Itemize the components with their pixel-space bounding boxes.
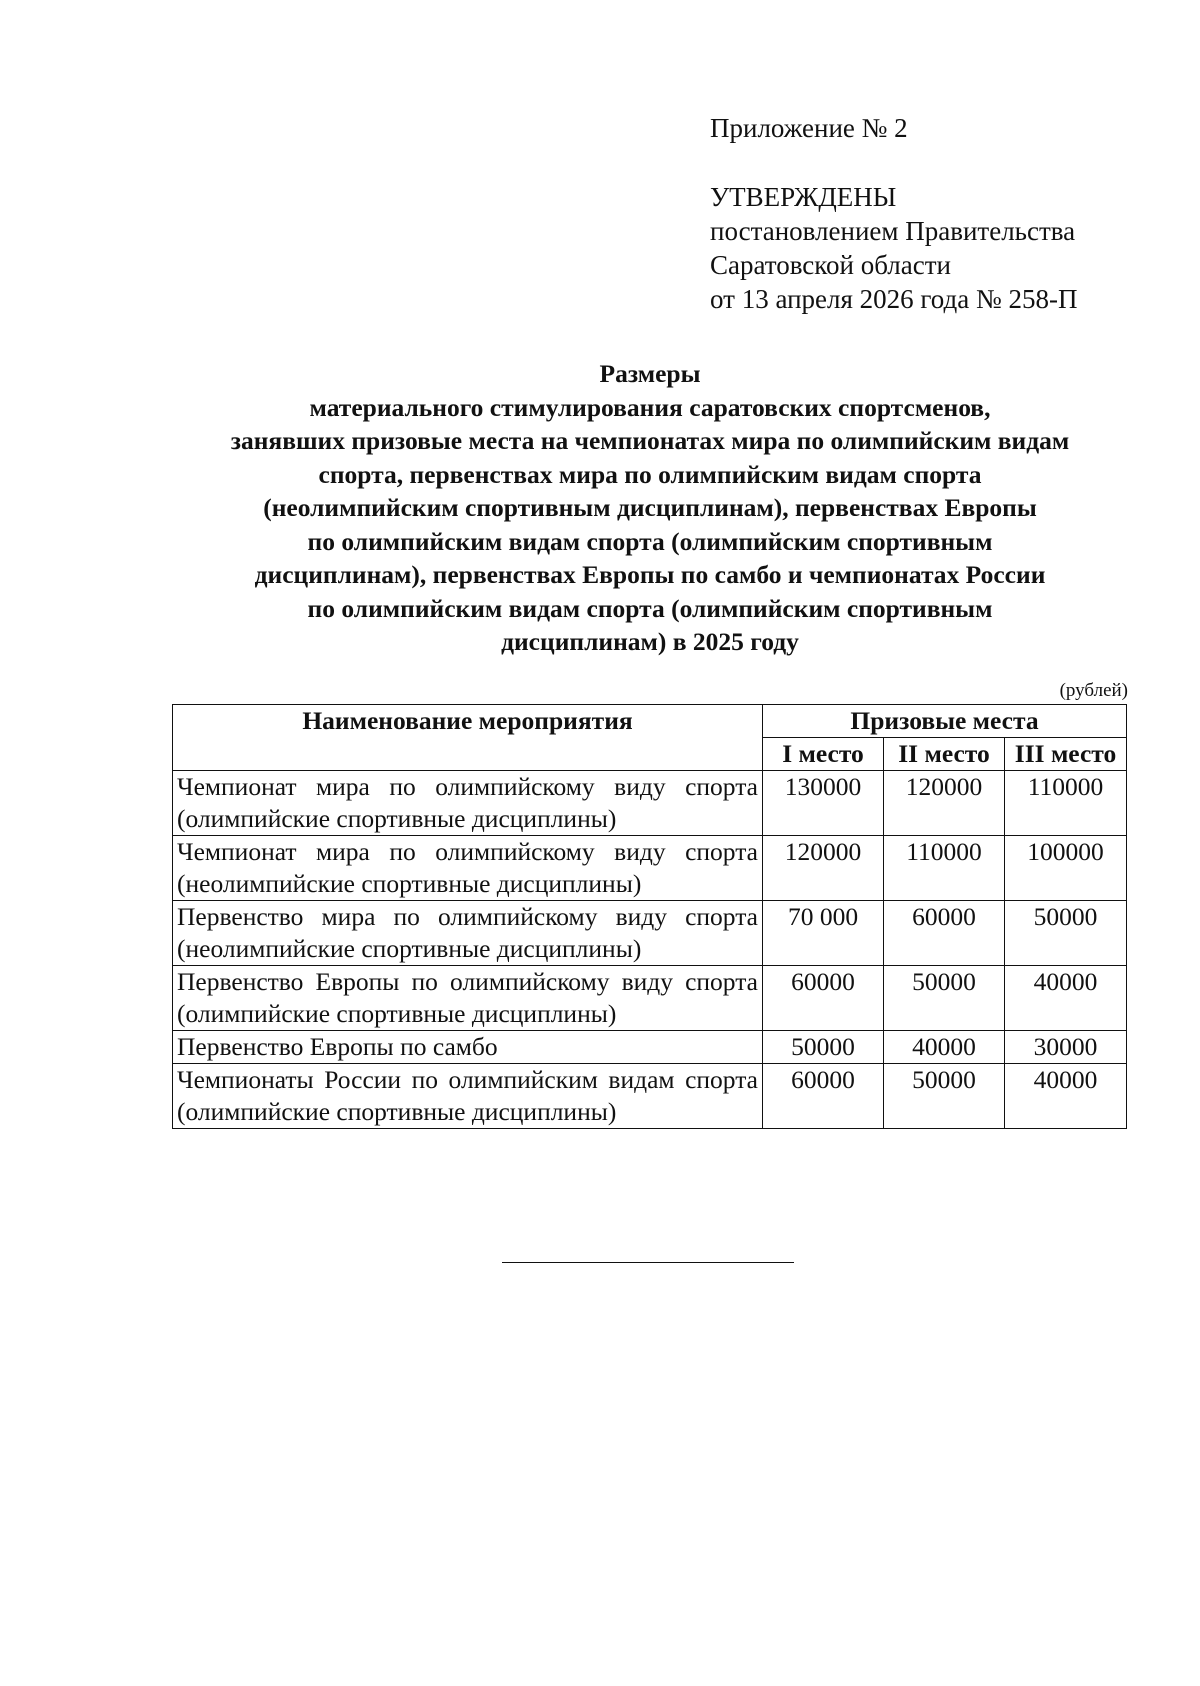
table-row — [173, 966, 1127, 1031]
title-line: Размеры — [599, 359, 701, 388]
table-row — [173, 1031, 1127, 1064]
prize-value: 70 000 — [763, 901, 884, 966]
prize-value: 50000 — [763, 1031, 884, 1064]
prize-value: 60000 — [763, 1064, 884, 1129]
event-name: Первенство мира по олимпийскому виду спорта (неолимпийские спортивные дисциплины) — [173, 901, 763, 966]
prize-value: 110000 — [884, 836, 1005, 901]
table-header-row — [173, 705, 1127, 738]
title-line: занявших призовые места на чемпионатах мира по олимпийским видам — [230, 426, 1070, 455]
column-header-event: Наименование мероприятия — [173, 705, 763, 771]
prize-value: 50000 — [1005, 901, 1127, 966]
prize-value: 120000 — [763, 836, 884, 901]
column-header-place: II место — [884, 738, 1005, 771]
prize-table — [172, 704, 1127, 1129]
title-line: спорта, первенствах мира по олимпийским видам спорта — [318, 459, 982, 489]
event-name: Первенство Европы по самбо — [173, 1031, 763, 1064]
table-row — [173, 836, 1127, 901]
appendix-number: Приложение № 2 — [710, 113, 908, 143]
currency-unit: (рублей) — [1059, 680, 1128, 701]
event-name: Чемпионат мира по олимпийскому виду спорта (олимпийские спортивные дисциплины) — [173, 771, 763, 836]
column-header-prizes: Призовые места — [763, 705, 1127, 738]
prize-value: 60000 — [763, 966, 884, 1031]
approval-line: Саратовской области — [710, 250, 951, 280]
event-name: Первенство Европы по олимпийскому виду спорта (олимпийские спортивные дисциплины) — [173, 966, 763, 1031]
prize-value: 120000 — [884, 771, 1005, 836]
prize-value: 50000 — [884, 966, 1005, 1031]
prize-value: 30000 — [1005, 1031, 1127, 1064]
column-header-place: I место — [763, 738, 884, 771]
prize-value: 110000 — [1005, 771, 1127, 836]
prize-value: 50000 — [884, 1064, 1005, 1129]
approval-line: от 13 апреля 2026 года № 258-П — [710, 284, 1078, 314]
table-row — [173, 771, 1127, 836]
approval-block — [710, 180, 1078, 316]
document-title — [160, 357, 1140, 659]
title-line: (неолимпийским спортивным дисциплинам), первенствах Европы — [263, 493, 1037, 522]
title-line: по олимпийским видам спорта (олимпийским спортивным — [307, 593, 993, 623]
column-header-place: III место — [1005, 738, 1127, 771]
prize-value: 40000 — [884, 1031, 1005, 1064]
event-name: Чемпионаты России по олимпийским видам спорта (олимпийские спортивные дисциплины) — [173, 1064, 763, 1129]
event-name: Чемпионат мира по олимпийскому виду спорта (неолимпийские спортивные дисциплины) — [173, 836, 763, 901]
prize-value: 130000 — [763, 771, 884, 836]
table-row — [173, 1064, 1127, 1129]
closing-divider — [502, 1262, 794, 1263]
prize-value: 40000 — [1005, 1064, 1127, 1129]
title-line: по олимпийским видам спорта (олимпийским спортивным — [307, 526, 993, 556]
title-line: дисциплинам) в 2025 году — [501, 627, 799, 656]
prize-value: 60000 — [884, 901, 1005, 966]
title-line: дисциплинам), первенствах Европы по самбо и чемпионатах России — [254, 560, 1046, 589]
approval-line: УТВЕРЖДЕНЫ — [710, 182, 897, 212]
table-row — [173, 901, 1127, 966]
approval-line: постановлением Правительства — [710, 216, 1076, 246]
title-line: материального стимулирования саратовских спортсменов, — [309, 392, 991, 422]
prize-value: 100000 — [1005, 836, 1127, 901]
prize-value: 40000 — [1005, 966, 1127, 1031]
